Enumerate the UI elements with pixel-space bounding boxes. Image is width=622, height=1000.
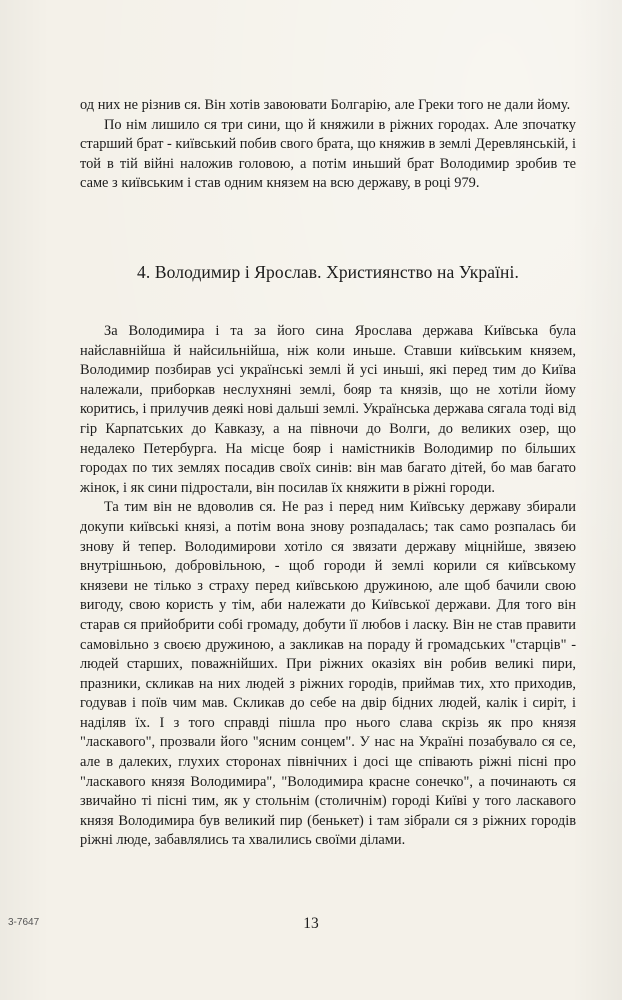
paragraph: По нім лишило ся три сини, що й княжили в ріжних городах. Але зпочатку старший брат - київський побив свого брата, що княжив в землі Деревлянській, і той в тій війні наложив головою, а потім иньший брат Володимир зробив те саме з київським і став одним князем на всю державу, в році 979. bbox=[80, 116, 576, 192]
paragraph: Та тим він не вдоволив ся. Не раз і перед ним Київську державу збирали докупи київські князі, а потім вона знову розпадалась; так само розпалась би знову й тепер. Володимирови хотіло ся звязати державу міцнійше, звязею внутрішньою, добровільною, - щоб городи й землі корили ся київському князеви не тілько з страху перед київською дружиною, але щоб бачили свою вигоду, свою користь у тім, аби належати до Київської держави. Для того він старав ся прийобрити собі громаду, добути її любов і ласку. Він не став правити самовільно з своєю дружиною, а закликав на пораду й громадських "старців" - людей старших, поважнійших. При ріжних оказіях він робив великі пири, празники, скликав на них людей з ріжних городів, приймав тих, хто приходив, годував і поїв чим мав. Скликав до себе на двір бідних людей, калік і сиріт, і наділяв їх. І з того справді пішла про нього слава скрізь як про князя "ласкавого", прозвали його "ясним сонцем". У нас на Україні позабувало ся се, але в далеких, глухих сторонах північних і досі ще співають ріжні пісні про "ласкавого князя Володимира", "Володимира красне сонечко", а починають ся звичайно ті пісні тим, як у стольнім (столичнім) городі Київі у того ласкавого князя Володимира був великий пир (бенькет) і там зібрали ся з ріжних городів ріжні люде, забавлялись та хвалились своїми ділами. bbox=[80, 499, 576, 849]
paragraph: За Володимира і та за його сина Ярослава держава Київська була найславнійша й найсильнійша, ніж коли иньше. Ставши київським князем, Володимир позбирав усі українські землі й усі иньші, які перед тим до Київа належали, приборкав неслухняні землі, бояр та князів, що не хотіли йому коритись, і прилучив деякі нові дальші землі. Українська держава сягала тоді від гір Карпатських до Кавказу, а на півночи до Волги, до великих озер, що недалеко Петербурга. На місце бояр і намістників Володимир по більших городах по тих землях посадив своїх синів: він мав багато дітей, бо мав багато жінок, і як сини підростали, він посилав їх княжити в ріжні городи. bbox=[80, 323, 576, 496]
printer-mark: 3-7647 bbox=[8, 917, 40, 928]
section-heading: 4. Володимир і Ярослав. Християнство на Україні. bbox=[137, 262, 519, 282]
page-number: 13 bbox=[303, 915, 319, 932]
paragraph-continued: од них не різнив ся. Він хотів завоювати Болгарію, але Греки того не дали йому. bbox=[80, 97, 571, 113]
top-text-block bbox=[80, 96, 576, 194]
main-text-block bbox=[80, 322, 576, 851]
